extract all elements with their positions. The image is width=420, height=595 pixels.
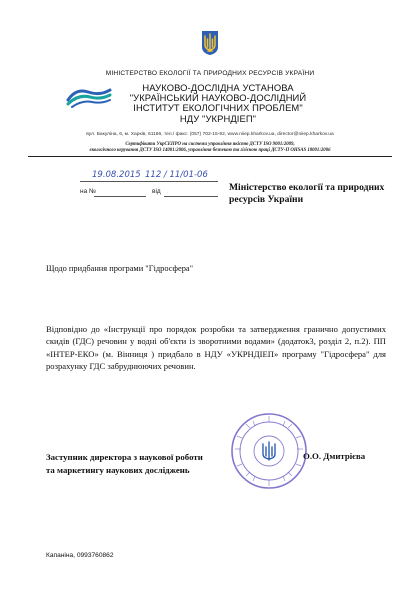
certificate-line: Сертифікати УкрСЕПРО на системи управління якістю ДСТУ ISO 9001:2009, [125, 142, 295, 147]
institution-line: ІНСТИТУТ ЕКОЛОГІЧНИХ ПРОБЛЕМ" [133, 102, 303, 114]
institution-name [116, 83, 320, 124]
institution-line: НАУКОВО-ДОСЛІДНА УСТАНОВА [142, 82, 294, 93]
certificate-line: екологічного керування ДСТУ ISO 14001:2006, управління безпекою та гігієною праці ДСТУ-П OHSAS 18001:2006 [89, 148, 331, 153]
recipient-line: ресурсів України [229, 194, 304, 205]
executor-contact: Капаніна, 0993760862 [46, 552, 114, 559]
institution-address: вул. Бакуліна, 6, м. Харків, 61166, тел./ факс: (057) 702-15-92, www.niiep.kharkov.ua, director@niiep.kharkov.ua [86, 132, 334, 137]
signatory-title-line: та маркетингу наукових досліджень [46, 464, 190, 475]
wave-logo-icon [66, 84, 112, 108]
handwritten-date: 19.08.2015 [92, 170, 141, 180]
handwritten-number: 112 / 11/01-06 [145, 170, 208, 180]
reference-from-label: від [152, 188, 161, 195]
reference-no-underline [94, 196, 146, 197]
letter-body: Відповідно до «Інструкції про порядок розробки та затвердження гранично допустимих скидів (ГДС) речовин у водні об'єкти із зворотними водами» (додаток3, розділ 2, п.2). ПП «ІНТЕР-ЕКО» (м. Вінниця ) придбало в НДУ «УКРНДІЕП» програму "Гідросфера" для розрахунку ГДС забруднюючих речовин. [46, 324, 386, 371]
institution-line: НДУ "УКРНДІЕП" [179, 112, 257, 124]
trident-icon [201, 30, 219, 56]
certificates [70, 142, 350, 154]
recipient [229, 182, 399, 206]
ministry-name: МІНІСТЕРСТВО ЕКОЛОГІЇ ТА ПРИРОДНИХ РЕСУРСІВ УКРАЇНИ [105, 70, 315, 77]
recipient-line: Міністерство екології та природних [229, 182, 385, 193]
number-underline [136, 181, 218, 182]
institution-line: "УКРАЇНСЬКИЙ НАУКОВО-ДОСЛІДНИЙ [129, 92, 307, 104]
signatory-title [46, 451, 203, 476]
round-seal-icon [229, 411, 309, 491]
header-divider [28, 156, 392, 157]
subject-line: Щодо придбання програми "Гідросфера" [46, 264, 194, 273]
reference-no-label: на № [80, 188, 96, 195]
signatory-title-line: Заступник директора з наукової роботи [46, 452, 203, 462]
signatory-name: О.О. Дмитрієва [303, 451, 366, 461]
reference-from-underline [164, 196, 218, 197]
